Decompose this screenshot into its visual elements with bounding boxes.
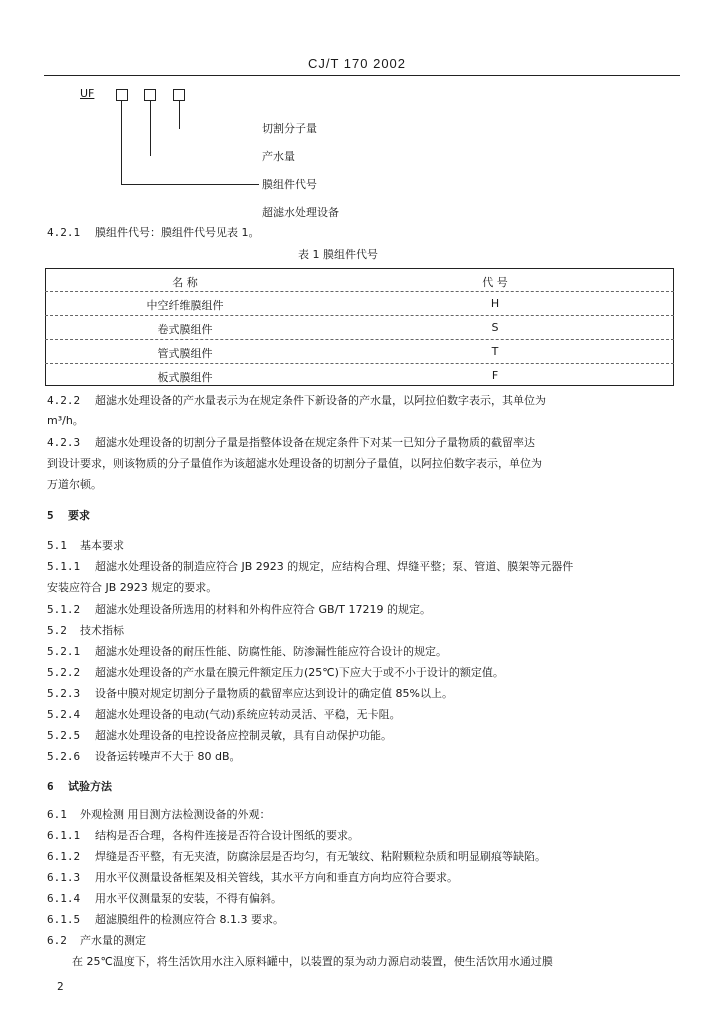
table-row [45,364,674,386]
clause-text-line: 超滤水处理设备的制造应符合 JB 2923 的规定，应结构合理、焊缝平整；泵、管道、膜架等元器件 [95,560,574,573]
connector-v-3 [179,101,180,129]
clause-number: 5.2.1 [47,645,81,658]
clause-text: 超滤膜组件的检测应符合 8.1.3 要求。 [95,913,284,926]
clause-number: 5.1.1 [47,560,81,573]
label-water-output: 产水量 [262,150,295,163]
subsection-number: 5.2 [47,624,67,637]
label-cut-molecular-weight: 切割分子量 [262,122,317,135]
clause-text: 设备运转噪声不大于 80 dB。 [95,750,241,763]
section-title: 要求 [68,509,90,522]
subsection-number: 5.1 [47,539,67,552]
connector-h-1 [121,184,259,185]
clause-number: 6.1.5 [47,913,81,926]
clause-text-line: 万道尔顿。 [47,478,102,491]
clause-number: 4.2.1 [47,226,81,239]
table-row [45,340,674,362]
clause-number: 5.2.6 [47,750,81,763]
clause-number: 6.1.1 [47,829,81,842]
page-header-standard: CJ/T 170 2002 [307,56,407,71]
clause-text: 焊缝是否平整，有无夹渣，防腐涂层是否均匀，有无皱纹、粘附颗粒杂质和明显刷痕等缺陷。 [95,850,546,863]
connector-v-1 [121,101,122,184]
clause-number: 5.2.5 [47,729,81,742]
table-header-row [45,269,674,291]
clause-number: 5.1.2 [47,603,81,616]
table-cell-name: 管式膜组件 [157,347,213,360]
clause-text: 结构是否合理，各构件连接是否符合设计图纸的要求。 [95,829,359,842]
header-rule [44,75,680,76]
table-cell-name: 中空纤维膜组件 [146,299,224,312]
clause-number: 6.1.3 [47,871,81,884]
clause-number: 6.1.2 [47,850,81,863]
clause-number: 5.2.2 [47,666,81,679]
clause-text: 超滤水处理设备的电动(气动)系统应转动灵活、平稳，无卡阻。 [95,708,401,721]
page-number: 2 [57,980,64,993]
clause-text: 用水平仪测量设备框架及相关管线，其水平方向和垂直方向均应符合要求。 [95,871,458,884]
clause-text: 用水平仪测量泵的安装，不得有偏斜。 [95,892,282,905]
subsection-title: 基本要求 [80,539,124,552]
clause-number: 4.2.2 [47,394,81,407]
clause-number: 6.1.4 [47,892,81,905]
clause-text-line: 到设计要求，则该物质的分子量值作为该超滤水处理设备的切割分子量值，以阿拉伯数字表示，单位为 [47,457,542,470]
label-uf-equipment: 超滤水处理设备 [262,206,339,219]
table-cell-code: S [491,321,499,334]
table-cell-code: F [491,369,499,382]
designation-prefix: UF [80,87,95,100]
table-cell-name: 卷式膜组件 [157,323,213,336]
designation-box-2 [144,89,156,101]
table-cell-code: H [490,297,500,310]
table-header-code: 代 号 [482,276,508,289]
clause-number: 5.2.3 [47,687,81,700]
clause-text-line: 超滤水处理设备的产水量表示为在规定条件下新设备的产水量，以阿拉伯数字表示，其单位为 [95,394,546,407]
section-title: 试验方法 [68,780,112,793]
clause-text: 设备中膜对规定切割分子量物质的截留率应达到设计的确定值 85%以上。 [95,687,453,700]
clause-text-line: 超滤水处理设备的切割分子量是指整体设备在规定条件下对某一已知分子量物质的截留率达 [95,436,535,449]
module-code-table [45,268,674,386]
section-number: 5 [47,509,54,522]
table-cell-code: T [491,345,499,358]
clause-text-line: 安装应符合 JB 2923 规定的要求。 [47,581,218,594]
clause-text: 膜组件代号：膜组件代号见表 1。 [95,226,260,239]
subsection-title: 技术指标 [80,624,124,637]
clause-text-line: m³/h。 [47,414,84,427]
clause-text: 超滤水处理设备所选用的材料和外构件应符合 GB/T 17219 的规定。 [95,603,431,616]
label-module-code: 膜组件代号 [262,178,317,191]
table-header-name: 名 称 [172,276,198,289]
table-cell-name: 板式膜组件 [157,371,213,384]
clause-number: 4.2.3 [47,436,81,449]
subsection-title: 产水量的测定 [80,934,146,947]
designation-box-1 [116,89,128,101]
subsection-number: 6.1 [47,808,67,821]
subsection-number: 6.2 [47,934,67,947]
clause-number: 5.2.4 [47,708,81,721]
paragraph-line: 在 25℃温度下，将生活饮用水注入原料罐中，以装置的泵为动力源启动装置，使生活饮用水通过膜 [72,955,553,968]
designation-box-3 [173,89,185,101]
table-row [45,292,674,314]
clause-text: 超滤水处理设备的电控设备应控制灵敏，具有自动保护功能。 [95,729,392,742]
table-row [45,316,674,338]
connector-v-2 [150,101,151,156]
table-caption: 表 1 膜组件代号 [298,248,378,261]
section-number: 6 [47,780,54,793]
clause-text: 超滤水处理设备的耐压性能、防腐性能、防渗漏性能应符合设计的规定。 [95,645,447,658]
subsection-text: 外观检测 用目测方法检测设备的外观： [80,808,271,821]
clause-text: 超滤水处理设备的产水量在膜元件额定压力(25℃)下应大于或不小于设计的额定值。 [95,666,504,679]
